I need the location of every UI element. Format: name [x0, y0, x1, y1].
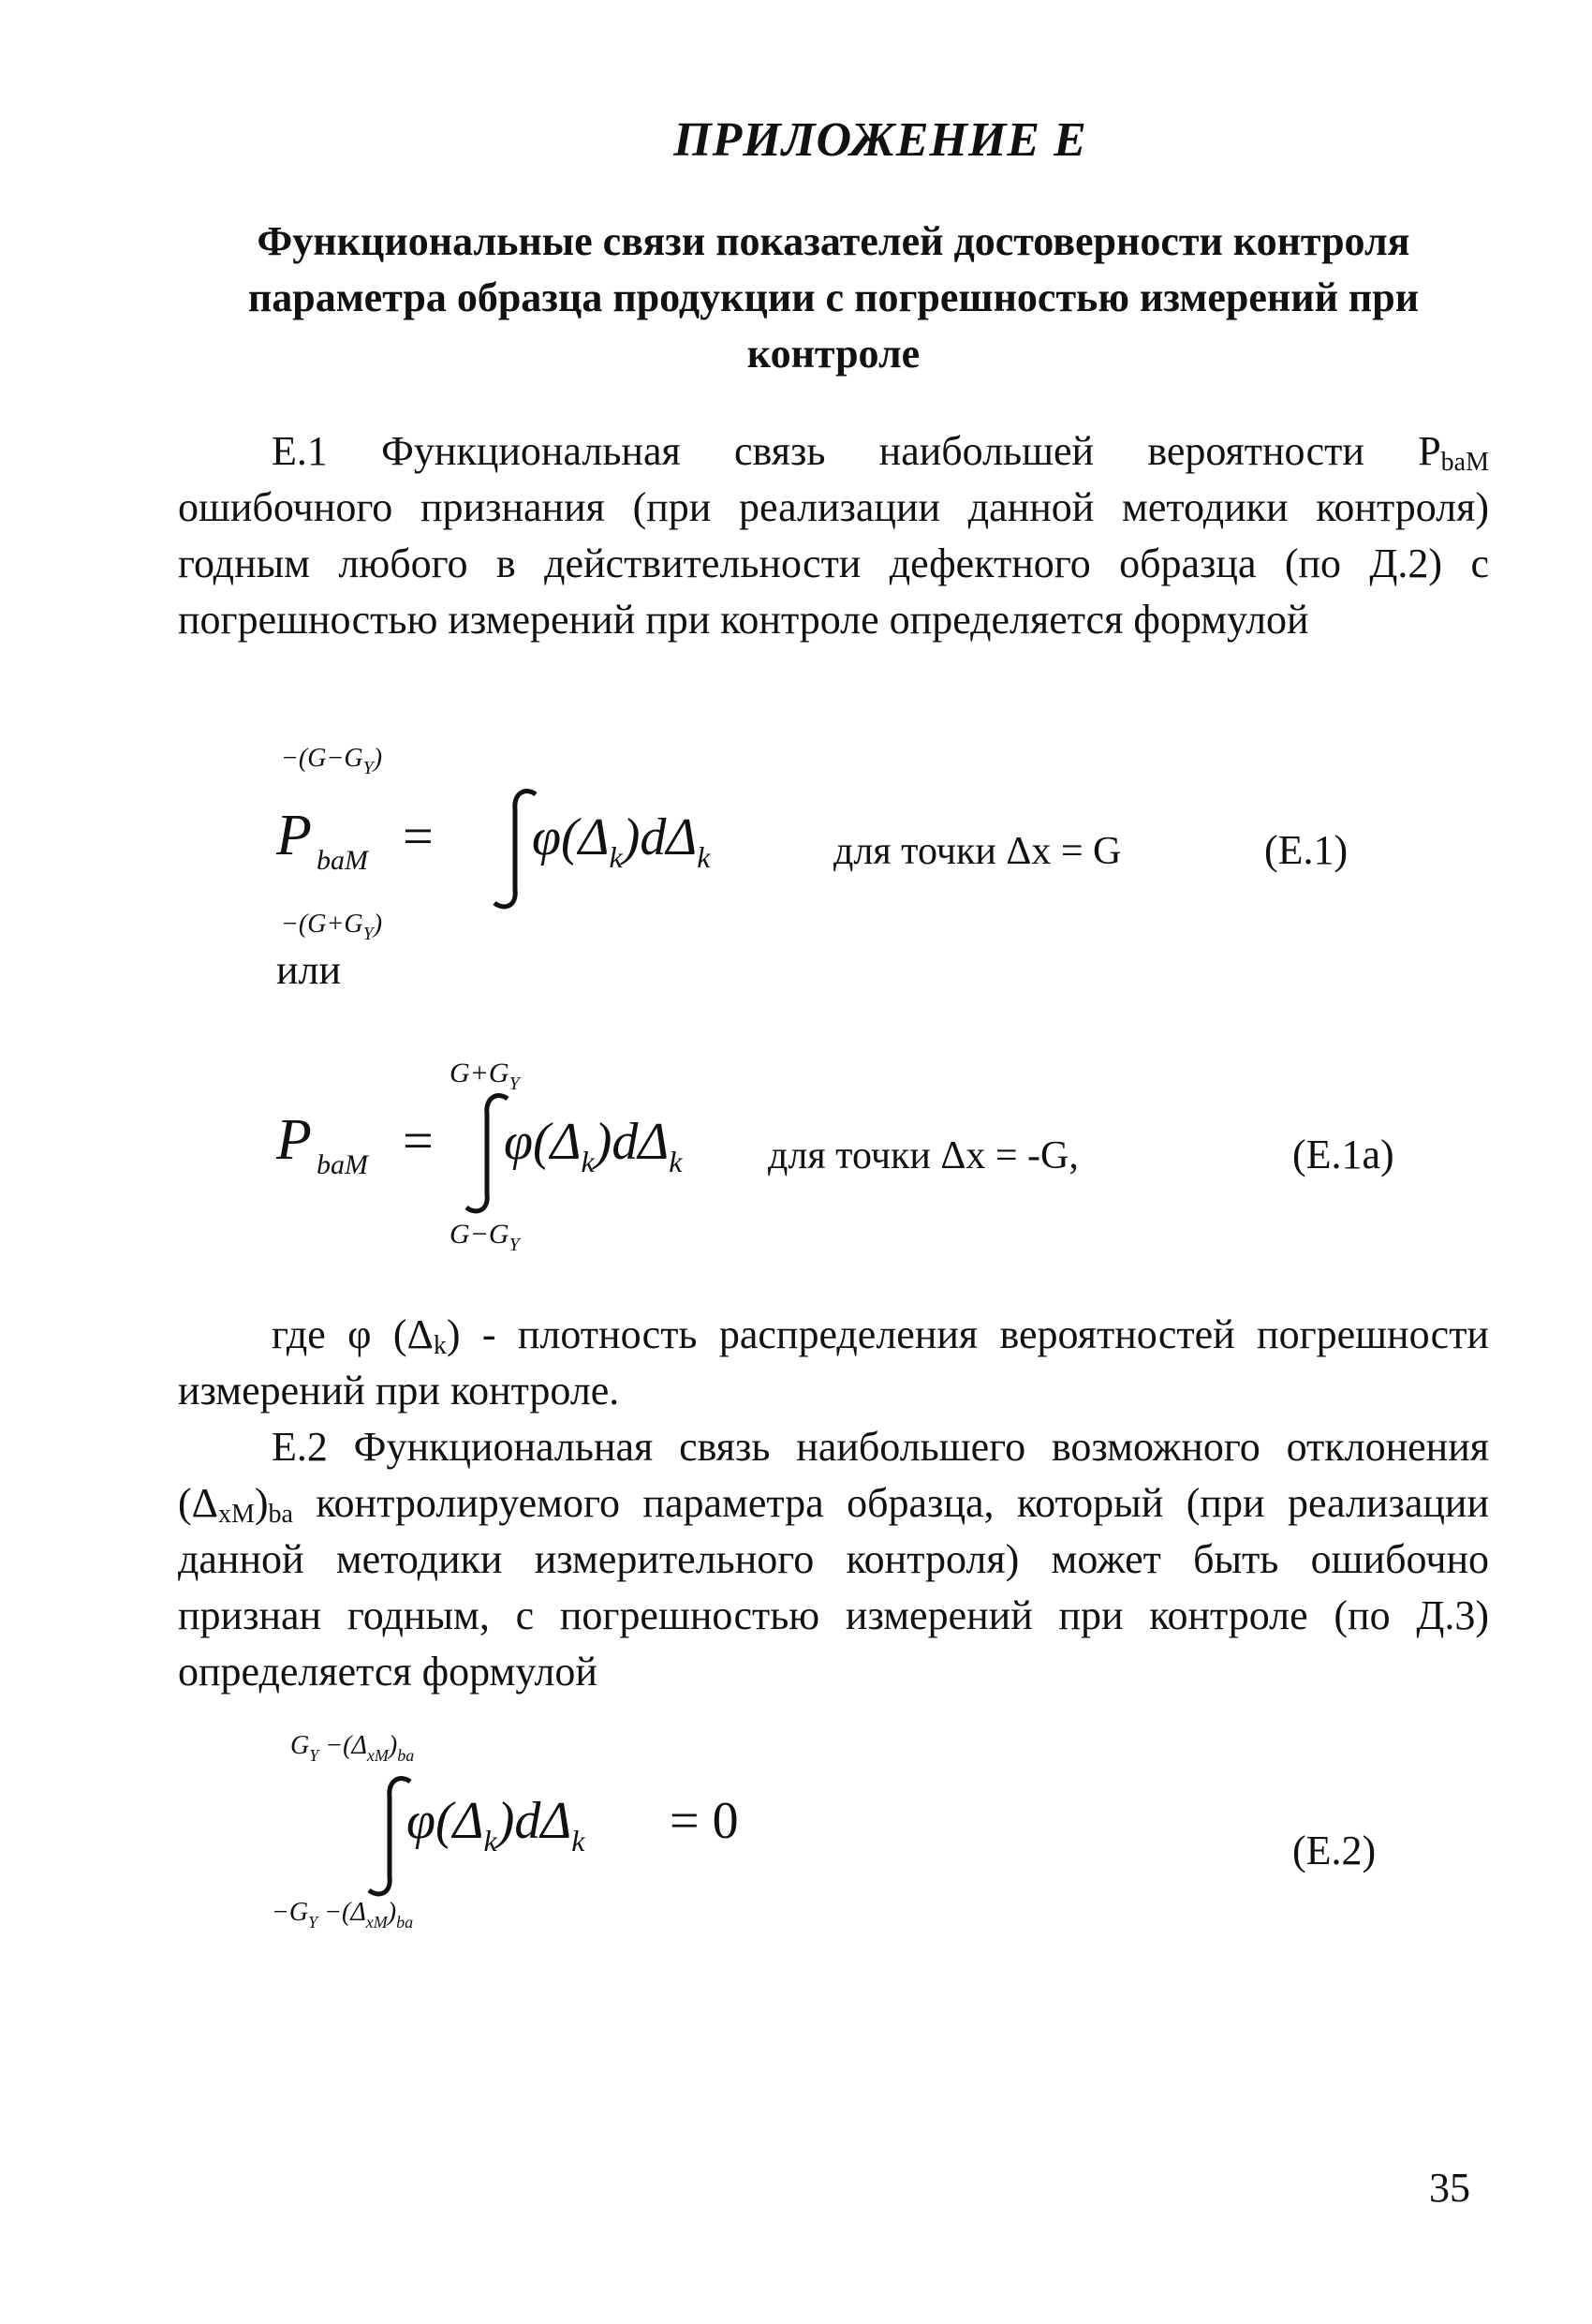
e1a-integral-sign [466, 1096, 508, 1211]
e2-mid: ) [254, 1480, 269, 1526]
e1-lead: Е.1 Функциональная связь наибольшей вероятности P [272, 428, 1441, 474]
where-text-sub: k [433, 1331, 447, 1360]
formula-e2 [272, 1724, 1489, 1939]
e1a-lhs-sub: baM [317, 1149, 368, 1180]
formula-e1 [234, 731, 1545, 946]
where-paragraph [178, 1307, 1489, 1419]
where-text-a: где φ (Δ [272, 1311, 434, 1357]
e1a-integrand: $\varphi(\Delta_k)d\Delta_k$ [504, 1113, 683, 1178]
formula-e1a [234, 1044, 1545, 1260]
e1a-condition: для точки Δx = -G, [768, 1134, 1079, 1177]
where-text-b: ) - плотность распределения вероятностей погрешности измерений при контроле. [178, 1311, 1489, 1414]
e2-equals: = 0 [670, 1792, 739, 1850]
e1-integral-sign [494, 792, 536, 907]
e2-integrand: $\varphi(\Delta_k)d\Delta_k$ [406, 1792, 585, 1858]
e1-integrand: $\varphi(\Delta_k)d\Delta_k$ [532, 808, 711, 874]
e1-condition: для точки Δx = G [833, 830, 1122, 873]
e2-mid-sub: ba [268, 1500, 293, 1529]
e2-integral-sign [369, 1779, 410, 1894]
e1-equals: = [403, 806, 434, 866]
e1-lower-limit: $-(G+G_Y)$ [281, 910, 383, 944]
e1a-upper-limit: $G+G_Y$ [450, 1058, 520, 1094]
page-number: 35 [1429, 2165, 1470, 2211]
e1-lead-sub: baM [1440, 448, 1489, 477]
or-word: или [276, 947, 342, 993]
e2-label: (Е.2) [1292, 1828, 1377, 1873]
e2-upper-limit: $G_Y -(\Delta_{xM})_{ba}$ [290, 1731, 415, 1765]
e1-label: (Е.1) [1264, 827, 1349, 873]
e1-lhs-p: P [276, 804, 312, 867]
section-title: Функциональные связи показателей достоверности контроля параметра образца продукции с погрешностью измерений при контроле [247, 218, 1420, 377]
e1-upper-limit: $-(G-G_Y)$ [281, 744, 383, 778]
e2-lower-limit: $-G_Y -(\Delta_{xM})_{ba}$ [272, 1898, 414, 1932]
paragraph-e1 [178, 423, 1489, 648]
e1a-equals: = [403, 1110, 434, 1171]
paragraph-e2 [178, 1419, 1489, 1700]
e1a-lower-limit: $G-G_Y$ [450, 1219, 520, 1255]
e1a-label: (Е.1а) [1292, 1132, 1394, 1177]
e2-rest: контролируемого параметра образца, который (при реализации данной методики измерительного контроля) может быть ошибочно признан годным, с погрешностью измерений при контроле (по Д.3) определяется формулой [178, 1480, 1489, 1695]
e1a-lhs-p: P [276, 1108, 312, 1172]
e1-rest: ошибочного признания (при реализации данной методики контроля) годным любого в действительности дефектного образца (по Д.2) с погрешностью измерений при контроле определяется формулой [178, 484, 1489, 643]
e2-lead: Е.2 Функциональная связь наибольшего возможного отклонения (Δ [178, 1424, 1489, 1526]
e1-lhs-sub: baM [317, 845, 368, 876]
e2-lead-sub: xM [217, 1500, 255, 1529]
appendix-title: ПРИЛОЖЕНИЕ Е [673, 113, 1087, 167]
